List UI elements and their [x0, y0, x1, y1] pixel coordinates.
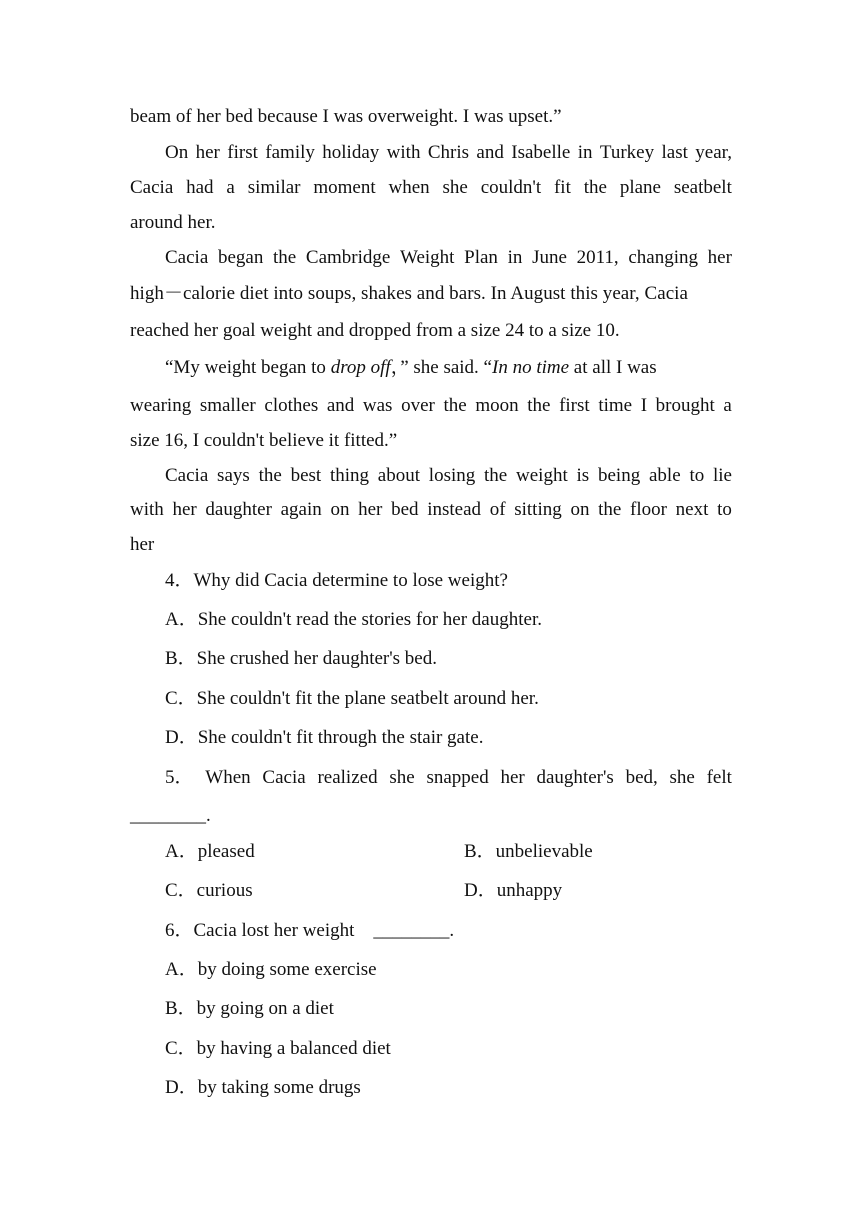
word: she	[669, 767, 695, 788]
word: able	[649, 465, 681, 486]
word: over	[401, 395, 435, 416]
word: last	[661, 142, 688, 163]
word: realized	[317, 767, 378, 788]
passage-line: high－calorie diet into soups, shakes and bars. In August this year, Cacia	[130, 283, 688, 304]
word: felt	[706, 767, 732, 788]
answer-blank: ________.	[130, 805, 211, 826]
answer-option: C．curious	[165, 880, 253, 901]
word: Cacia	[262, 767, 306, 788]
word: Plan	[464, 247, 498, 268]
answer-option: C．by having a balanced diet	[165, 1038, 391, 1059]
word: had	[186, 177, 214, 198]
word: again	[280, 499, 322, 520]
word: her	[172, 499, 197, 520]
question-stem	[165, 768, 732, 787]
word: floor	[630, 499, 667, 520]
word: in	[577, 142, 593, 163]
word: weight	[516, 465, 568, 486]
answer-option: B．She crushed her daughter's bed.	[165, 648, 437, 669]
word: Cacia	[165, 465, 209, 486]
word: thing	[329, 465, 370, 486]
word: When	[205, 767, 251, 788]
word: her	[358, 499, 383, 520]
answer-option: D．unhappy	[464, 880, 563, 901]
word: her	[195, 142, 220, 163]
word: lie	[713, 465, 732, 486]
passage-justified-line	[165, 248, 732, 267]
word: Cacia	[130, 177, 174, 198]
word: her	[500, 767, 525, 788]
word: about	[377, 465, 421, 486]
word: first	[559, 395, 590, 416]
word: the	[273, 247, 297, 268]
word: she	[442, 177, 468, 198]
word: on	[330, 499, 350, 520]
passage-line: beam of her bed because I was overweight. I was upset.”	[130, 106, 562, 127]
word: next	[675, 499, 709, 520]
word: time	[598, 395, 633, 416]
word: in	[507, 247, 523, 268]
passage-quote-line	[165, 358, 657, 377]
passage-line: around her.	[130, 212, 216, 233]
word: plane	[619, 177, 661, 198]
answer-option: C．She couldn't fit the plane seatbelt around her.	[165, 688, 539, 709]
word: being	[598, 465, 641, 486]
word: Isabelle	[511, 142, 571, 163]
word: on	[570, 499, 590, 520]
question-stem: 4．Why did Cacia determine to lose weight?	[165, 570, 508, 591]
passage-line: reached her goal weight and dropped from a size 24 to a size 10.	[130, 320, 620, 341]
word: moon	[475, 395, 519, 416]
question-stem: 6．Cacia lost her weight ________.	[165, 920, 455, 941]
word: with	[386, 142, 421, 163]
word: clothes	[264, 395, 319, 416]
quote-text: ，” she said. “	[390, 357, 492, 378]
answer-option: D．She couldn't fit through the stair gate.	[165, 727, 484, 748]
word: 5．	[165, 767, 194, 788]
word: wearing	[130, 395, 192, 416]
word: the	[583, 177, 607, 198]
word: seatbelt	[673, 177, 732, 198]
answer-option: B．unbelievable	[464, 841, 593, 862]
word: On	[165, 142, 189, 163]
word: smaller	[199, 395, 256, 416]
passage-justified-line	[165, 143, 732, 162]
phrase-in-no-time: In no time	[492, 357, 570, 378]
word: the	[484, 465, 508, 486]
passage-justified-line	[130, 396, 732, 415]
word: the	[443, 395, 467, 416]
word: her	[707, 247, 732, 268]
word: Cacia	[165, 247, 209, 268]
word: June	[532, 247, 567, 268]
word: a	[723, 395, 732, 416]
word: daughter	[205, 499, 272, 520]
word: I	[640, 395, 648, 416]
word: 2011,	[576, 247, 619, 268]
answer-option: B．by going on a diet	[165, 998, 334, 1019]
word: instead	[427, 499, 482, 520]
word: the	[258, 465, 282, 486]
phrase-drop-off: drop off	[330, 357, 391, 378]
word: best	[290, 465, 322, 486]
passage-justified-line	[165, 466, 732, 485]
word: with	[130, 499, 164, 520]
word: Chris	[427, 142, 470, 163]
word: of	[489, 499, 506, 520]
answer-option: A．pleased	[165, 841, 255, 862]
word: sitting	[514, 499, 562, 520]
word: Weight	[400, 247, 455, 268]
word: daughter's	[536, 767, 614, 788]
word: says	[217, 465, 250, 486]
word: year,	[695, 142, 732, 163]
word: losing	[428, 465, 476, 486]
word: family	[265, 142, 315, 163]
word: similar	[247, 177, 301, 198]
word: snapped	[426, 767, 489, 788]
word: first	[227, 142, 258, 163]
word: couldn't	[480, 177, 542, 198]
answer-option: D．by taking some drugs	[165, 1077, 361, 1098]
word: bed	[391, 499, 419, 520]
word: bed,	[625, 767, 658, 788]
passage-line: size 16, I couldn't believe it fitted.”	[130, 430, 398, 451]
word: holiday	[322, 142, 380, 163]
word: she	[389, 767, 415, 788]
word: Turkey	[599, 142, 655, 163]
word: to	[689, 465, 705, 486]
word: when	[388, 177, 430, 198]
quote-text: at all I was	[569, 357, 657, 378]
word: the	[598, 499, 622, 520]
word: moment	[313, 177, 376, 198]
word: Cambridge	[305, 247, 391, 268]
word: to	[717, 499, 732, 520]
answer-option: A．by doing some exercise	[165, 959, 377, 980]
answer-option: A．She couldn't read the stories for her daughter.	[165, 609, 542, 630]
word: and	[476, 142, 504, 163]
passage-justified-line	[130, 500, 732, 519]
passage-justified-line	[130, 178, 732, 197]
passage-line: her	[130, 534, 155, 555]
word: the	[527, 395, 551, 416]
word: is	[576, 465, 590, 486]
word: began	[217, 247, 264, 268]
quote-text: “My weight began to	[165, 357, 331, 378]
word: was	[362, 395, 393, 416]
word: a	[226, 177, 235, 198]
word: changing	[628, 247, 698, 268]
word: fit	[553, 177, 571, 198]
word: and	[326, 395, 355, 416]
word: brought	[655, 395, 715, 416]
